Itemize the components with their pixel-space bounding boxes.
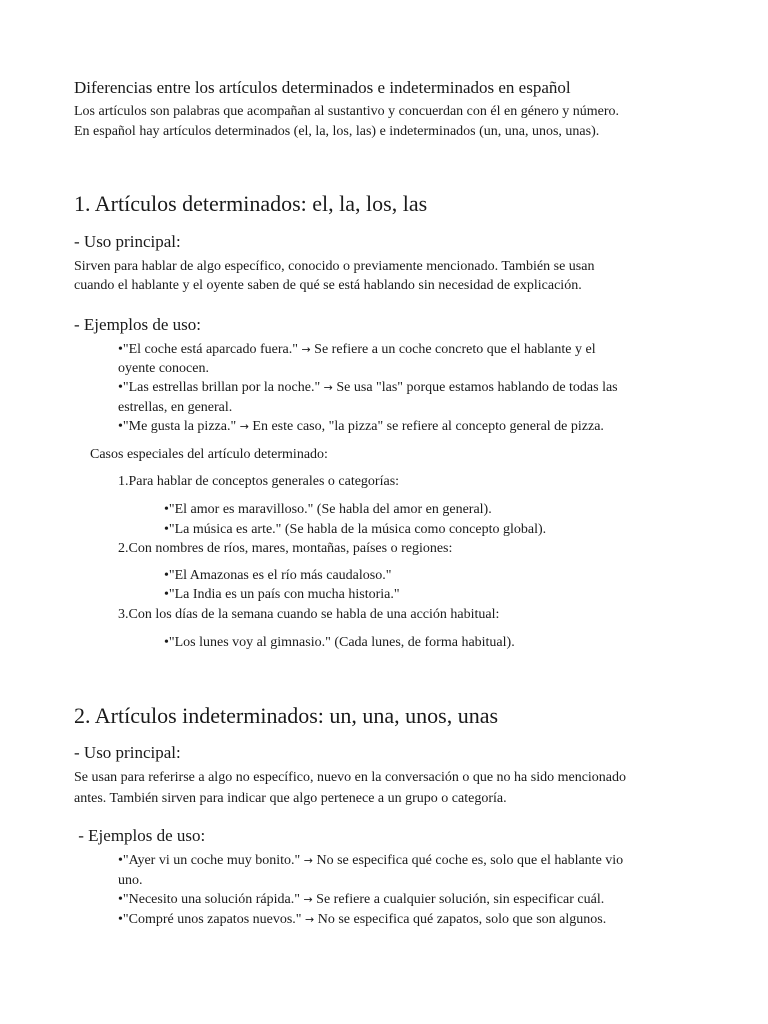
s2-example-1 xyxy=(118,853,623,869)
s1-example-2-cont: estrellas, en general. xyxy=(118,400,233,415)
s2-example-2 xyxy=(118,892,604,908)
example-explanation: Se usa "las" porque estamos hablando de todas las xyxy=(336,380,618,395)
caso-1-item-2: •"La música es arte." (Se habla de la música como concepto global). xyxy=(164,522,547,537)
arrow-right-icon: → xyxy=(301,343,311,356)
example-explanation: No se especifica qué zapatos, solo que son algunos. xyxy=(317,912,607,927)
arrow-right-icon: → xyxy=(305,913,315,926)
caso-2-label: 2.Con nombres de ríos, mares, montañas, países o regiones: xyxy=(118,541,453,556)
example-explanation: Se refiere a cualquier solución, sin especificar cuál. xyxy=(316,892,605,907)
caso-1-item-1: •"El amor es maravilloso." (Se habla del amor en general). xyxy=(164,502,492,517)
section2-uso-text-1: Se usan para referirse a algo no específico, nuevo en la conversación o que no ha sido mencionado xyxy=(74,770,627,785)
section2-heading: 2. Artículos indeterminados: un, una, unos, unas xyxy=(74,703,499,728)
s2-example-3 xyxy=(118,912,606,928)
s1-example-2 xyxy=(118,380,618,396)
section2-ejemplos-label: - Ejemplos de uso: xyxy=(74,826,206,845)
intro-line-1: Los artículos son palabras que acompañan al sustantivo y concuerdan con él en género y número. xyxy=(74,104,620,119)
s1-example-1-cont: oyente conocen. xyxy=(118,361,209,376)
section1-uso-text-2: cuando el hablante y el oyente saben de qué se está hablando sin necesidad de explicación. xyxy=(74,278,582,293)
arrow-right-icon: → xyxy=(239,420,249,433)
example-quote: •"El coche está aparcado fuera." xyxy=(118,342,298,357)
section2-uso-label: - Uso principal: xyxy=(74,743,181,762)
example-explanation: No se especifica qué coche es, solo que el hablante vio xyxy=(316,853,624,868)
casos-especiales-label: Casos especiales del artículo determinado: xyxy=(90,447,328,462)
intro-line-2: En español hay artículos determinados (el, la, los, las) e indeterminados (un, una, unos, unas). xyxy=(74,124,600,139)
example-quote: •"Necesito una solución rápida." xyxy=(118,892,300,907)
section1-ejemplos-label: - Ejemplos de uso: xyxy=(74,315,202,334)
document-title: Diferencias entre los artículos determinados e indeterminados en español xyxy=(74,78,571,97)
example-explanation: En este caso, "la pizza" se refiere al concepto general de pizza. xyxy=(252,419,604,434)
arrow-right-icon: → xyxy=(303,854,313,867)
example-explanation: Se refiere a un coche concreto que el hablante y el xyxy=(314,342,596,357)
caso-1-label: 1.Para hablar de conceptos generales o categorías: xyxy=(118,474,400,489)
caso-2-item-2: •"La India es un país con mucha historia." xyxy=(164,587,400,602)
example-quote: •"Ayer vi un coche muy bonito." xyxy=(118,853,301,868)
s1-example-3 xyxy=(118,419,604,435)
example-quote: •"Las estrellas brillan por la noche." xyxy=(118,380,321,395)
caso-2-item-1: •"El Amazonas es el río más caudaloso." xyxy=(164,568,392,583)
caso-3-label: 3.Con los días de la semana cuando se habla de una acción habitual: xyxy=(118,607,500,622)
section1-heading: 1. Artículos determinados: el, la, los, las xyxy=(74,191,428,216)
arrow-right-icon: → xyxy=(323,381,333,394)
s2-example-1-cont: uno. xyxy=(118,873,143,888)
arrow-right-icon: → xyxy=(303,893,313,906)
example-quote: •"Me gusta la pizza." xyxy=(118,419,237,434)
section2-uso-text-2: antes. También sirven para indicar que algo pertenece a un grupo o categoría. xyxy=(74,791,507,806)
section1-uso-text-1: Sirven para hablar de algo específico, conocido o previamente mencionado. También se usan xyxy=(74,259,595,274)
caso-3-item-1: •"Los lunes voy al gimnasio." (Cada lunes, de forma habitual). xyxy=(164,635,515,650)
example-quote: •"Compré unos zapatos nuevos." xyxy=(118,912,302,927)
s1-example-1 xyxy=(118,342,596,358)
section1-uso-label: - Uso principal: xyxy=(74,232,181,251)
